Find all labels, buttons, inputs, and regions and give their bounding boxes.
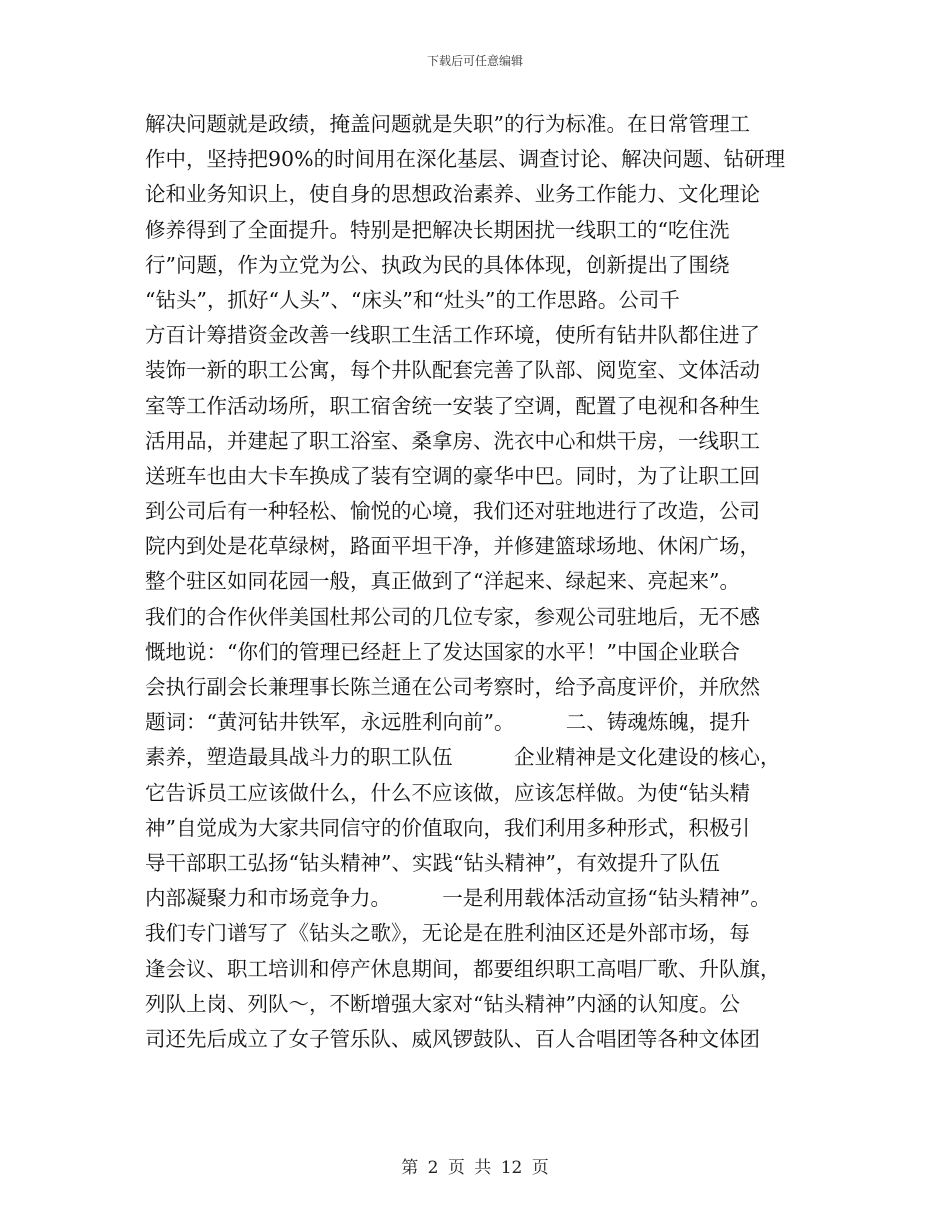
body-line: 我们的合作伙伴美国杜邦公司的几位专家，参观公司驻地后，无不感 xyxy=(145,604,760,629)
body-line: 列队上岗、列队～，不断增强大家对“钻头精神”内涵的认知度。公 xyxy=(145,991,740,1016)
body-line: 方百计筹措资金改善一线职工生活工作环境，使所有钻井队都住进了 xyxy=(145,323,760,348)
body-line: “钻头”，抓好“人头”、“床头”和“灶头”的工作思路。公司千 xyxy=(145,287,680,312)
body-line: 神”自觉成为大家共同信守的价值取向，我们利用多种形式，积极引 xyxy=(145,815,750,840)
body-line: 题词：“黄河钻井铁军，永远胜利向前”。 二、铸魂炼魄，提升 xyxy=(145,710,751,735)
body-line: 修养得到了全面提升。特别是把解决长期困扰一线职工的“吃住洗 xyxy=(145,217,730,242)
body-line: 作中，坚持把90%的时间用在深化基层、调查讨论、解决问题、钻研理 xyxy=(145,147,786,172)
body-line: 导干部职工弘扬“钻头精神”、实践“钻头精神”，有效提升了队伍 xyxy=(145,850,720,875)
body-line: 它告诉员工应该做什么，什么不应该做，应该怎样做。为使“钻头精 xyxy=(145,780,750,805)
document-body xyxy=(145,107,825,1057)
body-line: 慨地说：“你们的管理已经赶上了发达国家的水平！”中国企业联合 xyxy=(145,639,740,664)
body-line: 到公司后有一种轻松、愉悦的心境，我们还对驻地进行了改造，公司 xyxy=(145,499,760,524)
body-line: 内部凝聚力和市场竞争力。 一是利用载体活动宣扬“钻头精神”。 xyxy=(145,886,771,911)
body-line: 解决问题就是政绩，掩盖问题就是失职”的行为标准。在日常管理工 xyxy=(145,112,750,136)
body-line: 我们专门谱写了《钻头之歌》，无论是在胜利油区还是外部市场，每 xyxy=(145,921,750,946)
page-number-footer: 第 2 页 共 12 页 xyxy=(401,1158,549,1178)
body-line: 院内到处是花草绿树，路面平坦干净，并修建篮球场地、休闲广场， xyxy=(145,534,760,559)
body-line: 逢会议、职工培训和停产休息期间，都要组织职工高唱厂歌、升队旗， xyxy=(145,956,781,981)
body-line: 会执行副会长兼理事长陈兰通在公司考察时，给予高度评价，并欣然 xyxy=(145,675,760,699)
body-line: 装饰一新的职工公寓，每个井队配套完善了队部、阅览室、文体活动 xyxy=(145,358,760,383)
body-line: 送班车也由大卡车换成了装有空调的豪华中巴。同时，为了让职工回 xyxy=(145,463,760,488)
body-line: 司还先后成立了女子管乐队、威风锣鼓队、百人合唱团等各种文体团 xyxy=(145,1026,760,1051)
body-line: 行”问题，作为立党为公、执政为民的具体体现，创新提出了围绕 xyxy=(145,252,730,277)
body-line: 室等工作活动场所，职工宿舍统一安装了空调，配置了电视和各种生 xyxy=(145,393,760,418)
body-line: 素养，塑造最具战斗力的职工队伍 企业精神是文化建设的核心， xyxy=(145,745,781,770)
body-line: 活用品，并建起了职工浴室、桑拿房、洗衣中心和烘干房，一线职工 xyxy=(145,428,760,453)
page-header: 下载后可任意编辑 xyxy=(426,54,523,68)
body-line: 论和业务知识上，使自身的思想政治素养、业务工作能力、文化理论 xyxy=(145,182,760,207)
body-line: 整个驻区如同花园一般，真正做到了“洋起来、绿起来、亮起来”。 xyxy=(145,569,740,594)
